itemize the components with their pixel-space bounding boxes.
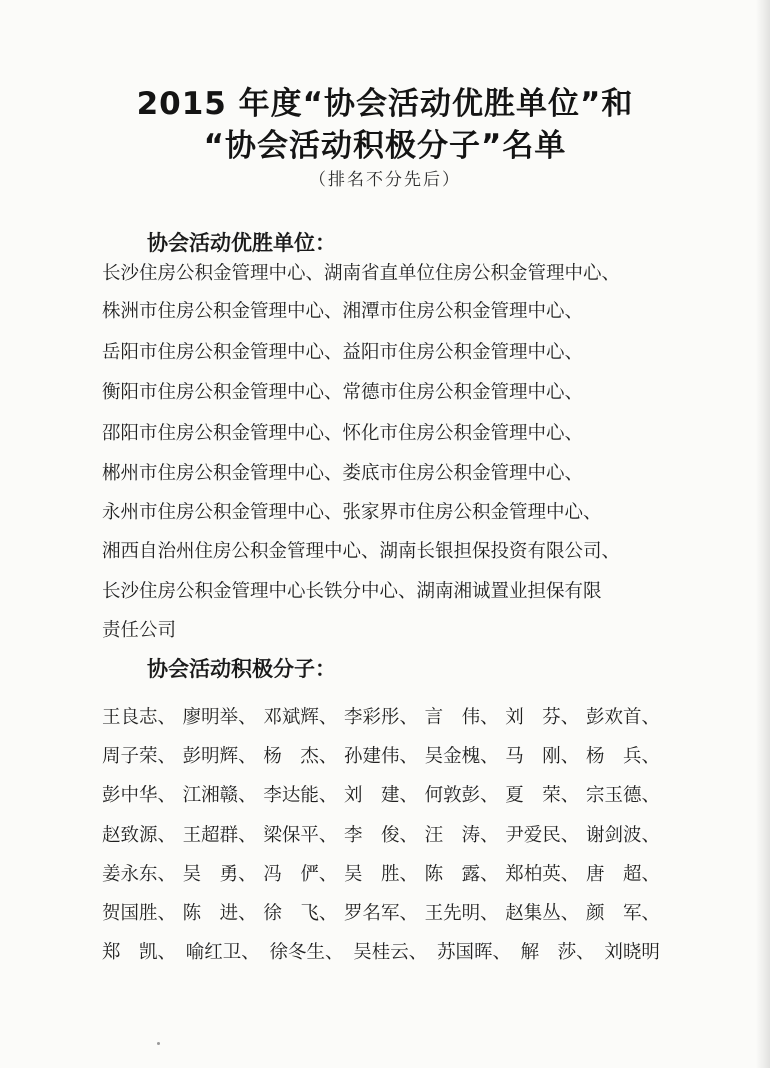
title-line-1: 2015 年度“协会活动优胜单位”和 bbox=[136, 86, 634, 122]
member-name: 王超群、 bbox=[182, 825, 257, 846]
member-name: 郑 凯、 bbox=[102, 942, 177, 963]
member-name: 刘 建、 bbox=[343, 785, 418, 806]
members-row bbox=[102, 900, 660, 924]
member-name: 陈 进、 bbox=[182, 903, 257, 924]
member-name: 贺国胜、 bbox=[102, 903, 177, 924]
member-name: 彭欢首、 bbox=[585, 707, 660, 728]
member-name: 颜 军、 bbox=[585, 903, 660, 924]
units-line: 岳阳市住房公积金管理中心、益阳市住房公积金管理中心、 bbox=[102, 342, 584, 363]
member-name: 姜永东、 bbox=[102, 864, 177, 885]
member-name: 吴桂云、 bbox=[353, 942, 428, 963]
member-name: 彭明辉、 bbox=[182, 746, 257, 767]
member-name: 吴金槐、 bbox=[424, 746, 499, 767]
member-name: 江湘赣、 bbox=[182, 785, 257, 806]
member-name: 解 莎、 bbox=[520, 942, 595, 963]
member-name: 王良志、 bbox=[102, 707, 177, 728]
members-row bbox=[102, 861, 660, 885]
member-name: 宗玉德、 bbox=[585, 785, 660, 806]
member-name: 徐 飞、 bbox=[263, 903, 338, 924]
member-name: 李达能、 bbox=[263, 785, 338, 806]
member-name: 杨 杰、 bbox=[263, 746, 338, 767]
scan-speck bbox=[157, 1042, 160, 1045]
member-name: 陈 露、 bbox=[424, 864, 499, 885]
member-name: 汪 涛、 bbox=[424, 825, 499, 846]
member-name: 杨 兵、 bbox=[585, 746, 660, 767]
member-name: 赵致源、 bbox=[102, 825, 177, 846]
members-row bbox=[102, 782, 660, 806]
member-name: 谢剑波、 bbox=[585, 825, 660, 846]
member-name: 马 刚、 bbox=[505, 746, 580, 767]
member-name: 徐冬生、 bbox=[269, 942, 344, 963]
member-name: 言 伟、 bbox=[424, 707, 499, 728]
units-line: 长沙住房公积金管理中心长铁分中心、湖南湘诚置业担保有限 bbox=[102, 581, 602, 602]
units-line: 永州市住房公积金管理中心、张家界市住房公积金管理中心、 bbox=[102, 502, 602, 523]
member-name: 喻红卫、 bbox=[185, 942, 260, 963]
member-name: 尹爱民、 bbox=[505, 825, 580, 846]
member-name: 李彩彤、 bbox=[343, 707, 418, 728]
member-name: 李 俊、 bbox=[343, 825, 418, 846]
units-line: 郴州市住房公积金管理中心、娄底市住房公积金管理中心、 bbox=[102, 463, 584, 484]
member-name: 邓斌辉、 bbox=[263, 707, 338, 728]
member-name: 周子荣、 bbox=[102, 746, 177, 767]
member-name: 孙建伟、 bbox=[343, 746, 418, 767]
units-line: 邵阳市住房公积金管理中心、怀化市住房公积金管理中心、 bbox=[102, 423, 584, 444]
member-name: 王先明、 bbox=[424, 903, 499, 924]
members-row bbox=[102, 939, 660, 963]
member-name: 罗名军、 bbox=[343, 903, 418, 924]
member-name: 彭中华、 bbox=[102, 785, 177, 806]
member-name: 夏 荣、 bbox=[505, 785, 580, 806]
subtitle: （排名不分先后） bbox=[309, 170, 461, 190]
member-name: 唐 超、 bbox=[585, 864, 660, 885]
member-name: 郑柏英、 bbox=[505, 864, 580, 885]
units-line: 责任公司 bbox=[102, 620, 177, 641]
units-line: 株洲市住房公积金管理中心、湘潭市住房公积金管理中心、 bbox=[102, 301, 584, 322]
member-name: 廖明举、 bbox=[182, 707, 257, 728]
units-heading: 协会活动优胜单位： bbox=[147, 231, 336, 255]
members-row bbox=[102, 743, 660, 767]
members-heading: 协会活动积极分子： bbox=[147, 657, 336, 681]
member-name: 刘晓明 bbox=[604, 942, 660, 963]
member-name: 刘 芬、 bbox=[505, 707, 580, 728]
units-line: 衡阳市住房公积金管理中心、常德市住房公积金管理中心、 bbox=[102, 382, 584, 403]
member-name: 何敦彭、 bbox=[424, 785, 499, 806]
member-name: 梁保平、 bbox=[263, 825, 338, 846]
units-line: 长沙住房公积金管理中心、湖南省直单位住房公积金管理中心、 bbox=[102, 263, 621, 284]
member-name: 冯 俨、 bbox=[263, 864, 338, 885]
units-line: 湘西自治州住房公积金管理中心、湖南长银担保投资有限公司、 bbox=[102, 541, 621, 562]
member-name: 吴 胜、 bbox=[343, 864, 418, 885]
member-name: 赵集丛、 bbox=[505, 903, 580, 924]
members-row bbox=[102, 704, 660, 728]
member-name: 苏国晖、 bbox=[436, 942, 511, 963]
member-name: 吴 勇、 bbox=[182, 864, 257, 885]
members-row bbox=[102, 822, 660, 846]
title-line-2: “协会活动积极分子”名单 bbox=[203, 128, 567, 164]
